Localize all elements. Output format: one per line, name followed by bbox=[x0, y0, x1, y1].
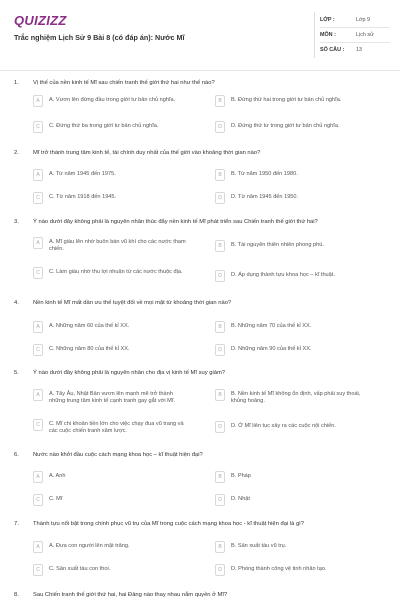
question-number: 2. bbox=[14, 150, 19, 156]
header-divider bbox=[0, 70, 400, 71]
option-letter: C bbox=[33, 267, 43, 279]
meta-value: Lớp 9 bbox=[356, 16, 371, 23]
option-text: A. Những năm 60 của thế kỉ XX. bbox=[49, 323, 130, 329]
question-text: Vị thế của nền kinh tế Mĩ sau chiến tranh thế giới thứ hai như thế nào? bbox=[33, 80, 215, 86]
question-text: Mĩ trở thành trung tâm kinh tế, tài chính duy nhất của thế giới vào khoảng thời gian nào? bbox=[33, 150, 261, 156]
option-letter: C bbox=[33, 192, 43, 204]
option-text: D. Phóng thành công vệ tinh nhân tạo. bbox=[231, 566, 327, 572]
option-letter: D bbox=[215, 270, 225, 282]
question-text: Nền kinh tế Mĩ mất dần ưu thế tuyệt đối về mọi mặt từ khoảng thời gian nào? bbox=[33, 300, 232, 306]
option-text: C. Từ năm 1918 đến 1945. bbox=[49, 194, 117, 200]
option-text: B. Đứng thứ hai trong giới tư bản chủ nghĩa. bbox=[231, 97, 342, 103]
meta-label: SỐ CÂU : bbox=[320, 46, 345, 53]
option-letter: A bbox=[33, 541, 43, 553]
option-letter: C bbox=[33, 564, 43, 576]
meta-divider bbox=[320, 27, 390, 28]
option-letter: B bbox=[215, 541, 225, 553]
option-letter: D bbox=[215, 494, 225, 506]
option-letter: A bbox=[33, 321, 43, 333]
question-text: Thành tựu nổi bật trong chinh phục vũ trụ của Mĩ trong cuộc cách mạng khoa học - kĩ thuật hiện đại là gì? bbox=[33, 521, 305, 527]
meta-row-class bbox=[320, 12, 390, 27]
meta-row-subject bbox=[320, 27, 390, 42]
meta-label: MÔN : bbox=[320, 31, 336, 38]
option-letter: B bbox=[215, 240, 225, 252]
option-text: C. Những năm 80 của thế kỉ XX. bbox=[49, 346, 130, 352]
option-letter: B bbox=[215, 321, 225, 333]
option-text: B. Tài nguyên thiên nhiên phong phú. bbox=[231, 242, 324, 248]
quizizz-logo: QUIZIZZ bbox=[14, 13, 67, 28]
question-text: Nước nào khởi đầu cuộc cách mạng khoa học – kĩ thuật hiện đại? bbox=[33, 452, 203, 458]
option-text: D. Áp dụng thành tựu khoa học – kĩ thuật. bbox=[231, 272, 335, 278]
option-text: A. Đưa con người lên mặt trăng. bbox=[49, 543, 130, 549]
question-text: Sau Chiến tranh thế giới thứ hai, hai Đảng nào thay nhau nắm quyền ở Mĩ? bbox=[33, 592, 228, 598]
question-text: Ý nào dưới đây không phải là nguyên nhân thúc đẩy nền kinh tế Mĩ phát triển sau Chiến tranh thế giới thứ hai? bbox=[33, 219, 318, 225]
question-number: 1. bbox=[14, 80, 19, 86]
option-letter: B bbox=[215, 471, 225, 483]
option-letter: D bbox=[215, 564, 225, 576]
option-letter: D bbox=[215, 121, 225, 133]
option-letter: D bbox=[215, 421, 225, 433]
worksheet-header bbox=[0, 0, 400, 70]
meta-divider bbox=[320, 42, 390, 43]
option-letter: A bbox=[33, 389, 43, 401]
option-text: B. Pháp bbox=[231, 473, 251, 479]
meta-value: Lịch sử bbox=[356, 31, 374, 38]
option-text: A. Mĩ giàu lên nhờ buôn bán vũ khí cho các nước tham chiến. bbox=[49, 239, 186, 252]
option-letter: C bbox=[33, 419, 43, 431]
option-text: D. Đứng thứ tư trong giới tư bản chủ nghĩa. bbox=[231, 123, 340, 129]
option-text: B. Từ năm 1950 đến 1980. bbox=[231, 171, 298, 177]
option-text: B. Những năm 70 của thế kỉ XX. bbox=[231, 323, 312, 329]
meta-label: LỚP : bbox=[320, 16, 335, 23]
option-letter: A bbox=[33, 169, 43, 181]
option-letter: D bbox=[215, 192, 225, 204]
option-text: A. Vươn lên đứng đầu trong giới tư bản chủ nghĩa. bbox=[49, 97, 176, 103]
option-letter: B bbox=[215, 169, 225, 181]
meta-row-count bbox=[320, 42, 390, 57]
option-text: A. Từ năm 1945 đến 1975. bbox=[49, 171, 116, 177]
question-number: 8. bbox=[14, 592, 19, 598]
option-text: D. Từ năm 1945 đến 1950. bbox=[231, 194, 299, 200]
question-number: 7. bbox=[14, 521, 19, 527]
option-text: C. Sản xuất tàu con thoi. bbox=[49, 566, 111, 572]
option-letter: A bbox=[33, 237, 43, 249]
option-text: D. Nhật bbox=[231, 496, 250, 502]
meta-value: 13 bbox=[356, 46, 362, 53]
page-title: Trắc nghiệm Lịch Sử 9 Bài 8 (có đáp án): Nước Mĩ bbox=[14, 33, 185, 42]
option-text: C. Mĩ chi khoản tiền lớn cho việc chạy đua vũ trang và các cuộc chiến tranh xâm lược. bbox=[49, 421, 184, 434]
question-text: Ý nào dưới đây không phải là nguyên nhân cho địa vị kinh tế Mĩ suy giảm? bbox=[33, 370, 226, 376]
option-text: D. Những năm 90 của thế kỉ XX. bbox=[231, 346, 312, 352]
option-text: B. Nền kinh tế Mĩ không ổn định, vấp phải suy thoái, khủng hoảng. bbox=[231, 391, 361, 404]
option-text: C. Đứng thứ ba trong giới tư bản chủ nghĩa. bbox=[49, 123, 159, 129]
option-letter: C bbox=[33, 344, 43, 356]
option-letter: A bbox=[33, 471, 43, 483]
option-text: A. Anh bbox=[49, 473, 66, 479]
option-text: A. Tây Âu, Nhật Bản vươn lên mạnh mẽ trở thành những trung tâm kinh tế cạnh tranh gay gắt với Mĩ. bbox=[49, 391, 175, 404]
option-text: C. Mĩ bbox=[49, 496, 63, 502]
option-text: C. Làm giàu nhờ thu lợi nhuận từ các nước thuộc địa. bbox=[49, 269, 183, 275]
question-number: 4. bbox=[14, 300, 19, 306]
option-text: D. Ở Mĩ liên tục xảy ra các cuộc nội chiến. bbox=[231, 423, 336, 429]
question-number: 3. bbox=[14, 219, 19, 225]
option-letter: B bbox=[215, 95, 225, 107]
option-letter: C bbox=[33, 121, 43, 133]
option-text: B. Sản xuất tàu vũ trụ. bbox=[231, 543, 287, 549]
question-number: 5. bbox=[14, 370, 19, 376]
option-letter: C bbox=[33, 494, 43, 506]
meta-box bbox=[320, 12, 390, 58]
question-number: 6. bbox=[14, 452, 19, 458]
option-letter: B bbox=[215, 389, 225, 401]
option-letter: A bbox=[33, 95, 43, 107]
option-letter: D bbox=[215, 344, 225, 356]
